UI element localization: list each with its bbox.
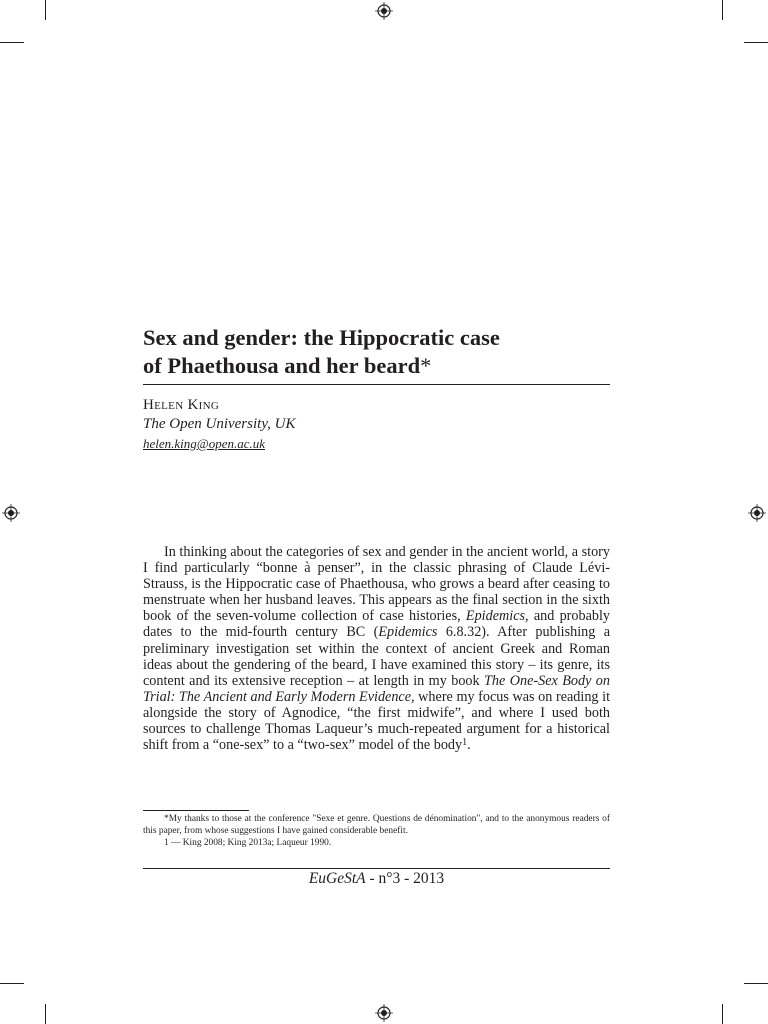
work-title-epidemics: Epidemics xyxy=(465,608,526,625)
author-name: Helen King xyxy=(143,397,220,413)
body-text-span: In thinking about the categories of sex and gender in the ancient world, a story I find particularly “bonne à penser”, in the classic phrasing of Claude Lévi-Strauss, is the Hippocratic case of Phaethousa, who grows a beard after ceasing to menstruate when her husband leaves. This appears as the final section in the sixth book of the seven-volume collection of case histories, xyxy=(143,544,610,625)
body-text-span: . xyxy=(467,737,471,754)
crop-mark xyxy=(0,983,24,984)
body-text-span: , where my focus was on reading it alongside the story of Agnodice, “the first midwife”, and where I used both sources to challenge Thomas Laqueur’s much-repeated argument for a historical shift from a “one-sex” to a “two-sex” model of the body xyxy=(143,688,611,754)
registration-mark-icon xyxy=(375,2,393,20)
crop-mark xyxy=(45,0,46,20)
book-title: The One-Sex Body on Trial: The Ancient and Early Modern Evidence xyxy=(143,672,610,705)
article-title xyxy=(143,324,613,380)
title-footnote-mark: * xyxy=(420,353,432,378)
author-block xyxy=(143,396,610,454)
footnotes xyxy=(143,813,610,849)
journal-footer xyxy=(143,870,610,888)
title-rule xyxy=(143,384,610,385)
footnote-star: *My thanks to those at the conference "Sexe et genre. Questions de dénomination", and to the anonymous readers of this paper, from whose suggestions I have gained considerable benefit. xyxy=(143,814,610,836)
footnote-rule xyxy=(143,810,249,811)
footer-rule xyxy=(143,868,610,869)
crop-mark xyxy=(722,1004,723,1024)
body-paragraph xyxy=(143,544,610,753)
title-line-2: of Phaethousa and her beard xyxy=(143,353,421,378)
body-text-span: 6.8.32). After publishing a preliminary investigation set within the context of ancient Greek and Roman ideas about the gendering of the beard, I have examined this story – its genre, its content and its extensive reception – at length in my book xyxy=(143,624,610,689)
journal-name: EuGeStA xyxy=(308,870,366,887)
work-title-epidemics: Epidemics xyxy=(378,624,438,641)
crop-mark xyxy=(722,0,723,20)
crop-mark xyxy=(45,1004,46,1024)
journal-issue: - n°3 - 2013 xyxy=(365,870,445,887)
author-affiliation: The Open University, UK xyxy=(143,416,296,432)
title-line-1: Sex and gender: the Hippocratic case xyxy=(143,325,500,350)
footnote-ref[interactable]: 1 xyxy=(462,737,468,749)
footnote-1: 1 — King 2008; King 2013a; Laqueur 1990. xyxy=(164,838,332,848)
crop-mark xyxy=(744,42,768,43)
body-text-span: , and probably dates to the mid-fourth century BC ( xyxy=(143,608,610,641)
author-email-link[interactable]: helen.king@open.ac.uk xyxy=(143,436,266,451)
registration-mark-icon xyxy=(2,504,20,522)
crop-mark xyxy=(744,983,768,984)
registration-mark-icon xyxy=(375,1004,393,1022)
crop-mark xyxy=(0,42,24,43)
registration-mark-icon xyxy=(748,504,766,522)
